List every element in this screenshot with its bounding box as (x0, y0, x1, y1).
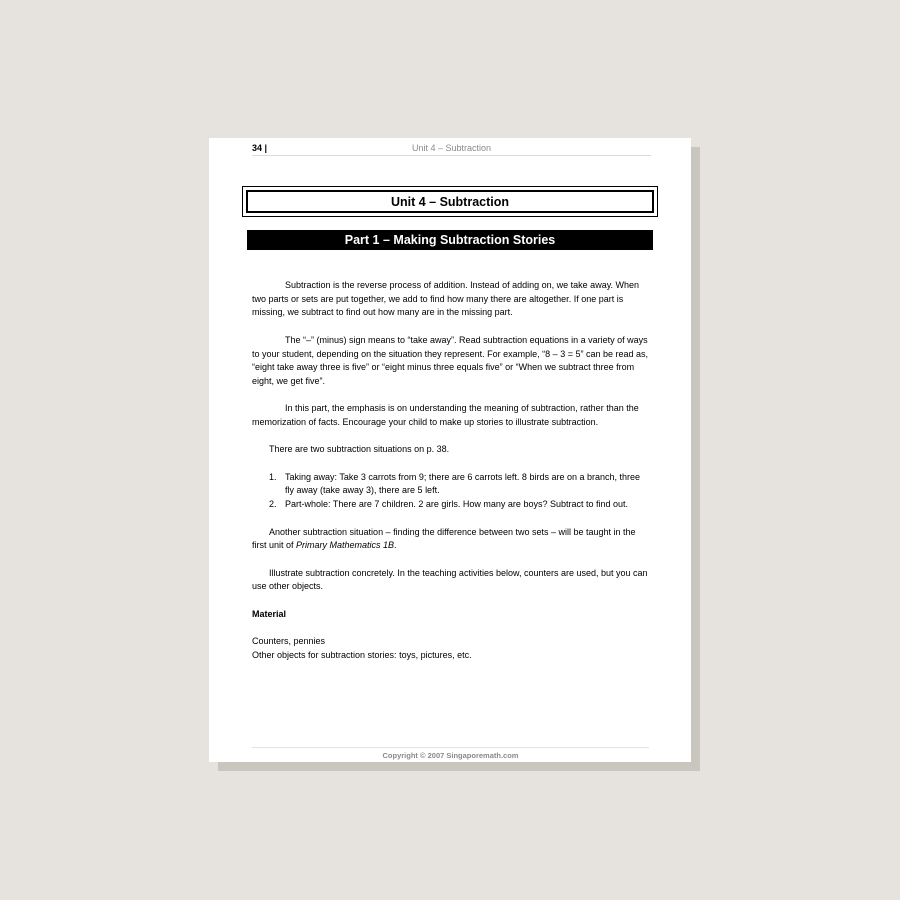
unit-title: Unit 4 – Subtraction (246, 190, 654, 213)
material-line: Counters, pennies (252, 636, 326, 647)
paragraph-text-end: . (394, 540, 397, 551)
list-item (252, 498, 650, 512)
document-page (209, 138, 691, 762)
part-title-banner: Part 1 – Making Subtraction Stories (247, 230, 653, 250)
paragraph-emphasis: In this part, the emphasis is on understanding the meaning of subtraction, rather than the memorization of facts. Encourage your child to make up stories to illustrate subtraction. (252, 403, 639, 427)
paragraph-text: Another subtraction situation – finding the difference between two sets – will be taught in the first unit of (252, 526, 636, 551)
body-text (252, 279, 650, 663)
book-title: Primary Mathematics 1B (296, 540, 395, 551)
list-item (252, 471, 650, 498)
list-item-number: 2. (269, 499, 277, 510)
page-footer: Copyright © 2007 Singaporemath.com (252, 747, 649, 761)
list-item-text: Part-whole: There are 7 children. 2 are girls. How many are boys? Subtract to find out. (285, 499, 629, 510)
list-item-text: Taking away: Take 3 carrots from 9; there are 6 carrots left. 8 birds are on a branch, three fly away (take away 3), there are 5 left. (285, 471, 641, 496)
list-item-number: 1. (269, 471, 277, 482)
unit-title-box (242, 186, 658, 217)
material-line: Other objects for subtraction stories: toys, pictures, etc. (252, 649, 472, 660)
paragraph-illustrate: Illustrate subtraction concretely. In the teaching activities below, counters are used, but you can use other objects. (252, 567, 648, 592)
paragraph-minus-sign: The “–” (minus) sign means to “take away”. Read subtraction equations in a variety of ways to your student, depending on the situation they represent. For example, “8 – 3 = 5” can be read as, “eight take away three is five” or “eight minus three equals five” or “When we subtract three from eight, we get five”. (252, 334, 648, 386)
page-header (252, 141, 651, 156)
paragraph-another-situation (252, 526, 650, 553)
paragraph-two-situations: There are two subtraction situations on p. 38. (269, 444, 450, 455)
page-number: 34 | (252, 143, 268, 153)
material-heading: Material (252, 608, 287, 619)
paragraph-subtraction-intro: Subtraction is the reverse process of addition. Instead of adding on, we take away. When two parts or sets are put together, we add to find how many there are altogether. If one part is missing, we subtract to find out how many are in the missing part. (252, 280, 640, 318)
running-header-title: Unit 4 – Subtraction (411, 143, 492, 153)
situations-list (252, 471, 650, 512)
